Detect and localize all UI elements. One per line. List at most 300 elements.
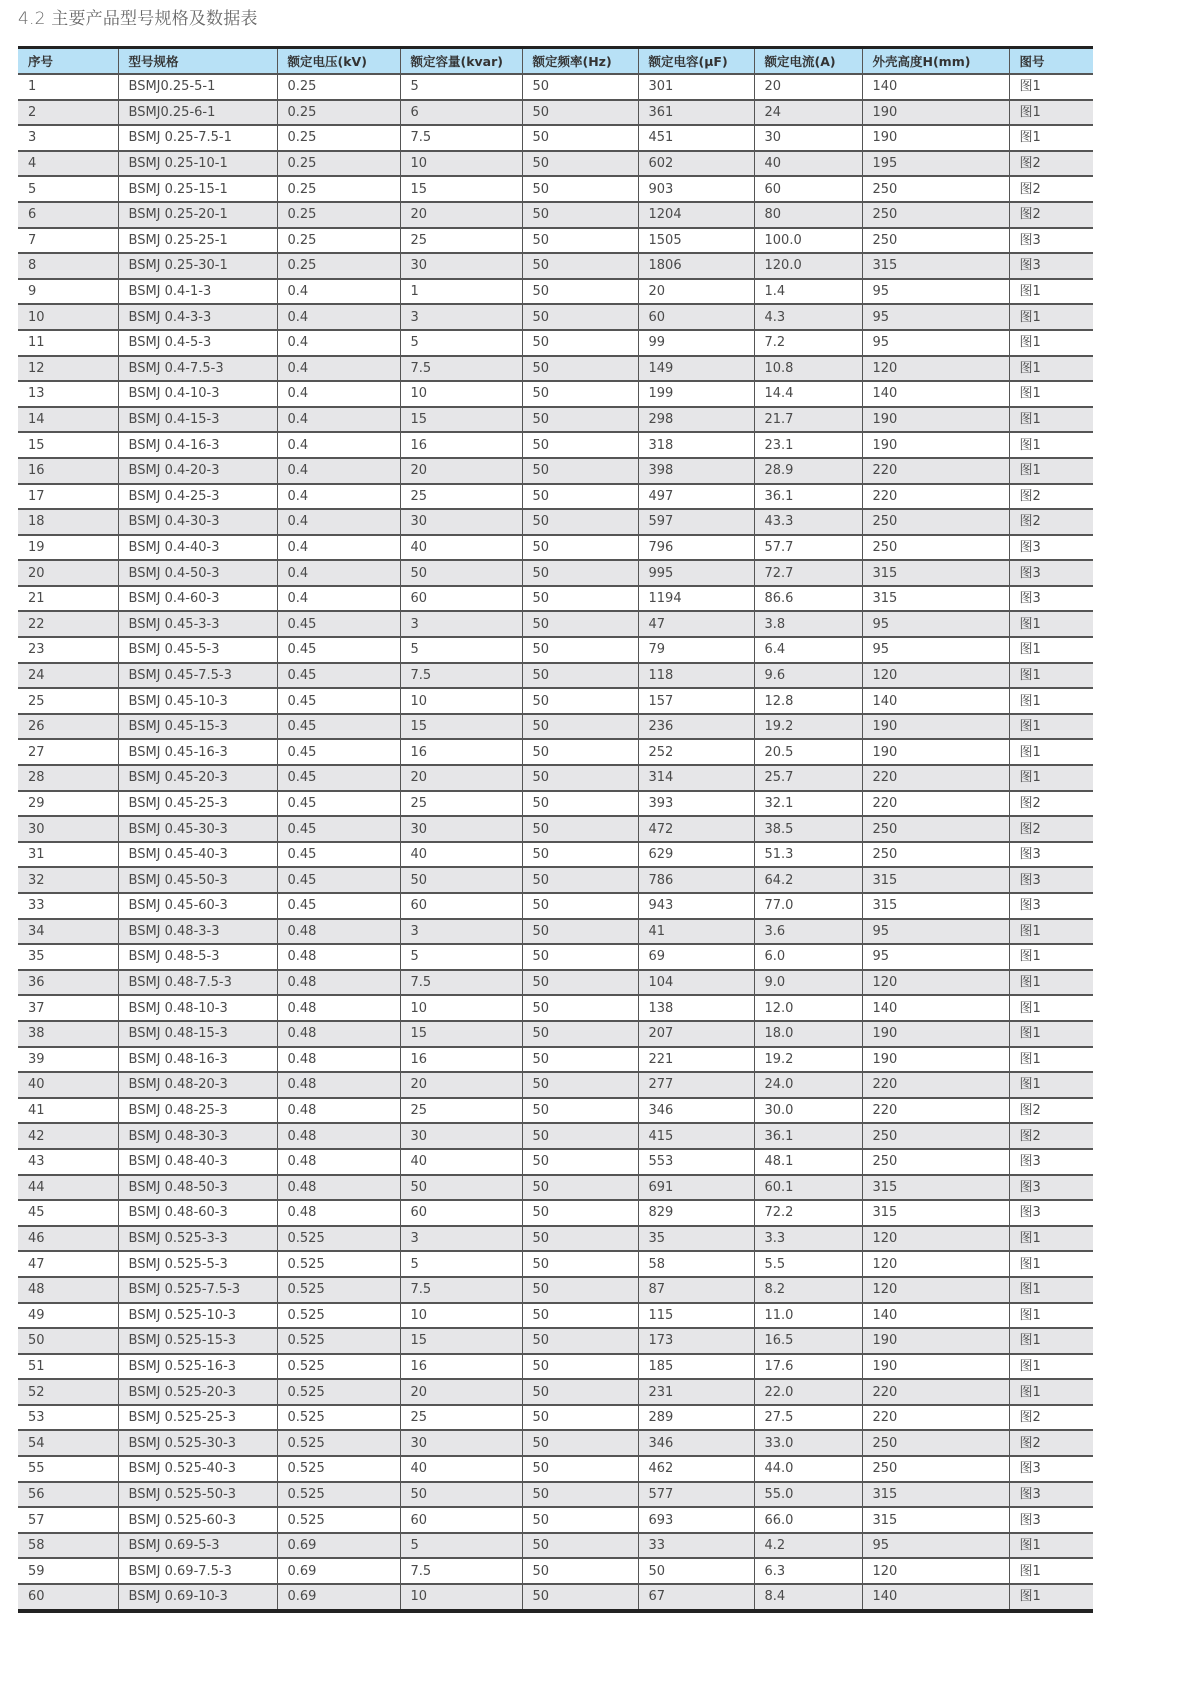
- cell-current: 7.2: [754, 330, 862, 356]
- cell-capacity: 16: [400, 739, 522, 765]
- cell-index: 6: [18, 202, 118, 228]
- cell-frequency: 50: [522, 893, 638, 919]
- cell-model: BSMJ 0.45-20-3: [118, 765, 277, 791]
- cell-current: 100.0: [754, 228, 862, 254]
- cell-frequency: 50: [522, 791, 638, 817]
- cell-frequency: 50: [522, 919, 638, 945]
- cell-model: BSMJ 0.45-16-3: [118, 739, 277, 765]
- cell-frequency: 50: [522, 176, 638, 202]
- cell-capacitance: 629: [638, 842, 754, 868]
- cell-voltage: 0.25: [277, 202, 400, 228]
- cell-model: BSMJ 0.525-7.5-3: [118, 1277, 277, 1303]
- cell-index: 34: [18, 919, 118, 945]
- cell-current: 72.2: [754, 1200, 862, 1226]
- cell-index: 60: [18, 1584, 118, 1611]
- cell-capacity: 3: [400, 1226, 522, 1252]
- cell-voltage: 0.4: [277, 535, 400, 561]
- table-row: [18, 688, 1093, 714]
- cell-current: 25.7: [754, 765, 862, 791]
- cell-index: 45: [18, 1200, 118, 1226]
- cell-index: 44: [18, 1175, 118, 1201]
- cell-height: 190: [862, 1354, 1009, 1380]
- cell-index: 31: [18, 842, 118, 868]
- cell-figure: 图3: [1009, 1175, 1093, 1201]
- cell-height: 140: [862, 381, 1009, 407]
- cell-index: 15: [18, 432, 118, 458]
- cell-current: 57.7: [754, 535, 862, 561]
- cell-current: 36.1: [754, 484, 862, 510]
- cell-frequency: 50: [522, 1533, 638, 1559]
- cell-current: 14.4: [754, 381, 862, 407]
- cell-capacity: 16: [400, 1047, 522, 1073]
- cell-capacitance: 298: [638, 407, 754, 433]
- table-row: [18, 714, 1093, 740]
- cell-figure: 图2: [1009, 1430, 1093, 1456]
- cell-current: 6.3: [754, 1558, 862, 1584]
- cell-current: 80: [754, 202, 862, 228]
- cell-index: 42: [18, 1123, 118, 1149]
- cell-voltage: 0.525: [277, 1303, 400, 1329]
- cell-capacitance: 35: [638, 1226, 754, 1252]
- table-row: [18, 100, 1093, 126]
- cell-voltage: 0.525: [277, 1379, 400, 1405]
- cell-current: 12.0: [754, 995, 862, 1021]
- cell-voltage: 0.25: [277, 74, 400, 100]
- cell-frequency: 50: [522, 1379, 638, 1405]
- table-row: [18, 202, 1093, 228]
- cell-model: BSMJ 0.4-10-3: [118, 381, 277, 407]
- cell-frequency: 50: [522, 1354, 638, 1380]
- cell-capacity: 15: [400, 407, 522, 433]
- cell-capacity: 7.5: [400, 356, 522, 382]
- cell-figure: 图2: [1009, 151, 1093, 177]
- cell-capacity: 15: [400, 1021, 522, 1047]
- cell-capacitance: 602: [638, 151, 754, 177]
- cell-height: 250: [862, 1456, 1009, 1482]
- cell-capacity: 3: [400, 304, 522, 330]
- cell-capacity: 30: [400, 1430, 522, 1456]
- table-row: [18, 970, 1093, 996]
- cell-current: 19.2: [754, 1047, 862, 1073]
- cell-index: 39: [18, 1047, 118, 1073]
- cell-index: 36: [18, 970, 118, 996]
- cell-voltage: 0.4: [277, 484, 400, 510]
- cell-height: 220: [862, 458, 1009, 484]
- cell-capacitance: 415: [638, 1123, 754, 1149]
- table-row: [18, 484, 1093, 510]
- cell-figure: 图1: [1009, 1328, 1093, 1354]
- cell-capacity: 3: [400, 611, 522, 637]
- cell-capacitance: 58: [638, 1251, 754, 1277]
- cell-frequency: 50: [522, 739, 638, 765]
- cell-figure: 图1: [1009, 1021, 1093, 1047]
- cell-height: 250: [862, 842, 1009, 868]
- cell-capacity: 25: [400, 1098, 522, 1124]
- cell-voltage: 0.48: [277, 944, 400, 970]
- cell-capacitance: 693: [638, 1507, 754, 1533]
- cell-figure: 图1: [1009, 356, 1093, 382]
- cell-frequency: 50: [522, 125, 638, 151]
- cell-frequency: 50: [522, 995, 638, 1021]
- cell-voltage: 0.48: [277, 995, 400, 1021]
- cell-frequency: 50: [522, 842, 638, 868]
- cell-capacitance: 289: [638, 1405, 754, 1431]
- cell-figure: 图1: [1009, 1072, 1093, 1098]
- cell-figure: 图1: [1009, 381, 1093, 407]
- cell-index: 43: [18, 1149, 118, 1175]
- cell-height: 120: [862, 1226, 1009, 1252]
- cell-height: 315: [862, 1507, 1009, 1533]
- cell-voltage: 0.4: [277, 509, 400, 535]
- table-row: [18, 919, 1093, 945]
- cell-height: 315: [862, 1482, 1009, 1508]
- cell-frequency: 50: [522, 1277, 638, 1303]
- cell-height: 190: [862, 125, 1009, 151]
- cell-model: BSMJ 0.45-10-3: [118, 688, 277, 714]
- cell-height: 140: [862, 688, 1009, 714]
- cell-frequency: 50: [522, 228, 638, 254]
- cell-figure: 图1: [1009, 74, 1093, 100]
- cell-height: 315: [862, 893, 1009, 919]
- table-row: [18, 1482, 1093, 1508]
- cell-index: 53: [18, 1405, 118, 1431]
- cell-height: 120: [862, 970, 1009, 996]
- cell-frequency: 50: [522, 1175, 638, 1201]
- cell-voltage: 0.45: [277, 867, 400, 893]
- cell-frequency: 50: [522, 586, 638, 612]
- cell-index: 41: [18, 1098, 118, 1124]
- table-row: [18, 330, 1093, 356]
- cell-height: 315: [862, 867, 1009, 893]
- cell-model: BSMJ 0.525-5-3: [118, 1251, 277, 1277]
- cell-model: BSMJ 0.25-20-1: [118, 202, 277, 228]
- cell-current: 4.3: [754, 304, 862, 330]
- header-col-frequency: 额定频率(Hz): [522, 48, 638, 75]
- cell-current: 12.8: [754, 688, 862, 714]
- cell-current: 86.6: [754, 586, 862, 612]
- cell-capacity: 20: [400, 202, 522, 228]
- cell-figure: 图1: [1009, 432, 1093, 458]
- cell-height: 315: [862, 560, 1009, 586]
- cell-frequency: 50: [522, 714, 638, 740]
- cell-voltage: 0.4: [277, 560, 400, 586]
- cell-height: 195: [862, 151, 1009, 177]
- cell-current: 9.0: [754, 970, 862, 996]
- cell-current: 28.9: [754, 458, 862, 484]
- cell-capacity: 15: [400, 714, 522, 740]
- cell-height: 250: [862, 1123, 1009, 1149]
- cell-model: BSMJ 0.45-40-3: [118, 842, 277, 868]
- cell-capacitance: 472: [638, 816, 754, 842]
- cell-current: 8.4: [754, 1584, 862, 1611]
- cell-capacitance: 577: [638, 1482, 754, 1508]
- cell-index: 54: [18, 1430, 118, 1456]
- cell-figure: 图1: [1009, 919, 1093, 945]
- cell-voltage: 0.25: [277, 151, 400, 177]
- table-row: [18, 739, 1093, 765]
- cell-current: 51.3: [754, 842, 862, 868]
- cell-capacitance: 33: [638, 1533, 754, 1559]
- table-row: [18, 1200, 1093, 1226]
- cell-capacitance: 118: [638, 663, 754, 689]
- cell-current: 6.0: [754, 944, 862, 970]
- cell-model: BSMJ 0.525-50-3: [118, 1482, 277, 1508]
- cell-model: BSMJ 0.4-1-3: [118, 279, 277, 305]
- cell-figure: 图1: [1009, 125, 1093, 151]
- table-row: [18, 1507, 1093, 1533]
- table-row: [18, 356, 1093, 382]
- table-row: [18, 995, 1093, 1021]
- cell-voltage: 0.45: [277, 893, 400, 919]
- cell-capacity: 25: [400, 484, 522, 510]
- cell-figure: 图3: [1009, 586, 1093, 612]
- cell-voltage: 0.25: [277, 100, 400, 126]
- cell-capacitance: 995: [638, 560, 754, 586]
- cell-model: BSMJ 0.25-30-1: [118, 253, 277, 279]
- cell-current: 40: [754, 151, 862, 177]
- cell-height: 250: [862, 509, 1009, 535]
- cell-capacitance: 69: [638, 944, 754, 970]
- cell-capacitance: 231: [638, 1379, 754, 1405]
- cell-capacitance: 1806: [638, 253, 754, 279]
- cell-capacity: 10: [400, 151, 522, 177]
- spec-table: [18, 46, 1093, 1613]
- cell-current: 18.0: [754, 1021, 862, 1047]
- cell-current: 66.0: [754, 1507, 862, 1533]
- cell-capacitance: 393: [638, 791, 754, 817]
- cell-capacitance: 87: [638, 1277, 754, 1303]
- cell-figure: 图1: [1009, 1226, 1093, 1252]
- cell-capacitance: 20: [638, 279, 754, 305]
- cell-model: BSMJ 0.525-10-3: [118, 1303, 277, 1329]
- cell-model: BSMJ 0.45-5-3: [118, 637, 277, 663]
- cell-capacity: 60: [400, 1507, 522, 1533]
- cell-voltage: 0.69: [277, 1558, 400, 1584]
- cell-capacity: 5: [400, 1251, 522, 1277]
- table-row: [18, 458, 1093, 484]
- cell-model: BSMJ 0.4-40-3: [118, 535, 277, 561]
- cell-current: 24: [754, 100, 862, 126]
- cell-figure: 图1: [1009, 995, 1093, 1021]
- cell-voltage: 0.48: [277, 1021, 400, 1047]
- cell-capacity: 40: [400, 535, 522, 561]
- cell-capacity: 30: [400, 1123, 522, 1149]
- cell-capacitance: 497: [638, 484, 754, 510]
- table-row: [18, 1303, 1093, 1329]
- cell-figure: 图1: [1009, 458, 1093, 484]
- cell-voltage: 0.525: [277, 1277, 400, 1303]
- cell-figure: 图1: [1009, 970, 1093, 996]
- cell-frequency: 50: [522, 484, 638, 510]
- cell-model: BSMJ 0.69-10-3: [118, 1584, 277, 1611]
- cell-figure: 图1: [1009, 663, 1093, 689]
- cell-capacitance: 67: [638, 1584, 754, 1611]
- cell-capacity: 20: [400, 458, 522, 484]
- cell-height: 140: [862, 74, 1009, 100]
- cell-model: BSMJ 0.48-3-3: [118, 919, 277, 945]
- cell-height: 120: [862, 1277, 1009, 1303]
- cell-capacitance: 115: [638, 1303, 754, 1329]
- cell-index: 32: [18, 867, 118, 893]
- cell-model: BSMJ 0.45-30-3: [118, 816, 277, 842]
- cell-capacitance: 149: [638, 356, 754, 382]
- cell-frequency: 50: [522, 688, 638, 714]
- table-row: [18, 560, 1093, 586]
- cell-frequency: 50: [522, 867, 638, 893]
- cell-index: 1: [18, 74, 118, 100]
- cell-capacity: 5: [400, 944, 522, 970]
- cell-voltage: 0.48: [277, 1123, 400, 1149]
- cell-frequency: 50: [522, 458, 638, 484]
- cell-capacity: 40: [400, 1149, 522, 1175]
- cell-frequency: 50: [522, 100, 638, 126]
- table-row: [18, 586, 1093, 612]
- cell-frequency: 50: [522, 1405, 638, 1431]
- table-row: [18, 381, 1093, 407]
- cell-current: 60: [754, 176, 862, 202]
- table-body: [18, 74, 1093, 1611]
- cell-index: 51: [18, 1354, 118, 1380]
- cell-voltage: 0.4: [277, 381, 400, 407]
- table-row: [18, 1021, 1093, 1047]
- cell-frequency: 50: [522, 1482, 638, 1508]
- cell-capacity: 50: [400, 867, 522, 893]
- cell-voltage: 0.525: [277, 1328, 400, 1354]
- cell-height: 190: [862, 714, 1009, 740]
- cell-index: 56: [18, 1482, 118, 1508]
- cell-capacitance: 943: [638, 893, 754, 919]
- cell-capacitance: 597: [638, 509, 754, 535]
- header-col-figure: 图号: [1009, 48, 1093, 75]
- cell-model: BSMJ 0.48-60-3: [118, 1200, 277, 1226]
- cell-figure: 图3: [1009, 228, 1093, 254]
- cell-frequency: 50: [522, 944, 638, 970]
- cell-height: 250: [862, 228, 1009, 254]
- cell-voltage: 0.48: [277, 1098, 400, 1124]
- table-row: [18, 304, 1093, 330]
- cell-capacitance: 829: [638, 1200, 754, 1226]
- cell-height: 190: [862, 1047, 1009, 1073]
- cell-height: 95: [862, 1533, 1009, 1559]
- cell-figure: 图1: [1009, 304, 1093, 330]
- table-row: [18, 1226, 1093, 1252]
- cell-capacity: 15: [400, 176, 522, 202]
- cell-figure: 图2: [1009, 176, 1093, 202]
- cell-figure: 图3: [1009, 893, 1093, 919]
- cell-index: 38: [18, 1021, 118, 1047]
- cell-figure: 图1: [1009, 1354, 1093, 1380]
- cell-model: BSMJ 0.48-20-3: [118, 1072, 277, 1098]
- cell-capacity: 50: [400, 560, 522, 586]
- table-row: [18, 74, 1093, 100]
- cell-capacity: 5: [400, 1533, 522, 1559]
- cell-voltage: 0.45: [277, 714, 400, 740]
- table-row: [18, 535, 1093, 561]
- cell-height: 220: [862, 1405, 1009, 1431]
- cell-frequency: 50: [522, 816, 638, 842]
- header-col-index: 序号: [18, 48, 118, 75]
- cell-current: 5.5: [754, 1251, 862, 1277]
- cell-voltage: 0.525: [277, 1354, 400, 1380]
- cell-height: 220: [862, 1072, 1009, 1098]
- cell-capacity: 10: [400, 381, 522, 407]
- cell-figure: 图1: [1009, 944, 1093, 970]
- cell-index: 12: [18, 356, 118, 382]
- cell-height: 220: [862, 1098, 1009, 1124]
- cell-capacitance: 79: [638, 637, 754, 663]
- cell-frequency: 50: [522, 509, 638, 535]
- cell-voltage: 0.4: [277, 432, 400, 458]
- cell-model: BSMJ 0.48-5-3: [118, 944, 277, 970]
- cell-figure: 图1: [1009, 1303, 1093, 1329]
- cell-capacitance: 236: [638, 714, 754, 740]
- cell-figure: 图1: [1009, 1277, 1093, 1303]
- cell-model: BSMJ 0.525-25-3: [118, 1405, 277, 1431]
- cell-index: 16: [18, 458, 118, 484]
- cell-current: 48.1: [754, 1149, 862, 1175]
- cell-current: 60.1: [754, 1175, 862, 1201]
- cell-figure: 图1: [1009, 1047, 1093, 1073]
- table-row: [18, 1047, 1093, 1073]
- cell-capacitance: 361: [638, 100, 754, 126]
- cell-frequency: 50: [522, 74, 638, 100]
- cell-height: 95: [862, 279, 1009, 305]
- cell-frequency: 50: [522, 381, 638, 407]
- cell-model: BSMJ 0.45-3-3: [118, 611, 277, 637]
- table-row: [18, 1456, 1093, 1482]
- cell-height: 190: [862, 432, 1009, 458]
- cell-frequency: 50: [522, 1507, 638, 1533]
- cell-current: 11.0: [754, 1303, 862, 1329]
- cell-capacity: 7.5: [400, 970, 522, 996]
- cell-model: BSMJ 0.48-7.5-3: [118, 970, 277, 996]
- cell-frequency: 50: [522, 1098, 638, 1124]
- cell-model: BSMJ 0.4-20-3: [118, 458, 277, 484]
- header-col-capacitance: 额定电容(μF): [638, 48, 754, 75]
- cell-capacity: 1: [400, 279, 522, 305]
- cell-index: 21: [18, 586, 118, 612]
- cell-voltage: 0.25: [277, 228, 400, 254]
- cell-capacitance: 277: [638, 1072, 754, 1098]
- cell-current: 77.0: [754, 893, 862, 919]
- cell-voltage: 0.525: [277, 1226, 400, 1252]
- cell-capacitance: 157: [638, 688, 754, 714]
- cell-index: 19: [18, 535, 118, 561]
- cell-model: BSMJ 0.25-10-1: [118, 151, 277, 177]
- cell-voltage: 0.48: [277, 1149, 400, 1175]
- cell-figure: 图3: [1009, 1482, 1093, 1508]
- cell-model: BSMJ 0.525-60-3: [118, 1507, 277, 1533]
- cell-capacitance: 1204: [638, 202, 754, 228]
- cell-current: 21.7: [754, 407, 862, 433]
- cell-model: BSMJ 0.25-25-1: [118, 228, 277, 254]
- table-row: [18, 1098, 1093, 1124]
- cell-voltage: 0.45: [277, 663, 400, 689]
- cell-capacitance: 138: [638, 995, 754, 1021]
- cell-frequency: 50: [522, 1328, 638, 1354]
- cell-capacity: 60: [400, 586, 522, 612]
- table-row: [18, 663, 1093, 689]
- table-row: [18, 1149, 1093, 1175]
- cell-figure: 图3: [1009, 842, 1093, 868]
- cell-figure: 图2: [1009, 509, 1093, 535]
- cell-capacity: 10: [400, 1303, 522, 1329]
- cell-current: 30.0: [754, 1098, 862, 1124]
- cell-frequency: 50: [522, 663, 638, 689]
- table-row: [18, 944, 1093, 970]
- cell-index: 35: [18, 944, 118, 970]
- cell-capacity: 7.5: [400, 125, 522, 151]
